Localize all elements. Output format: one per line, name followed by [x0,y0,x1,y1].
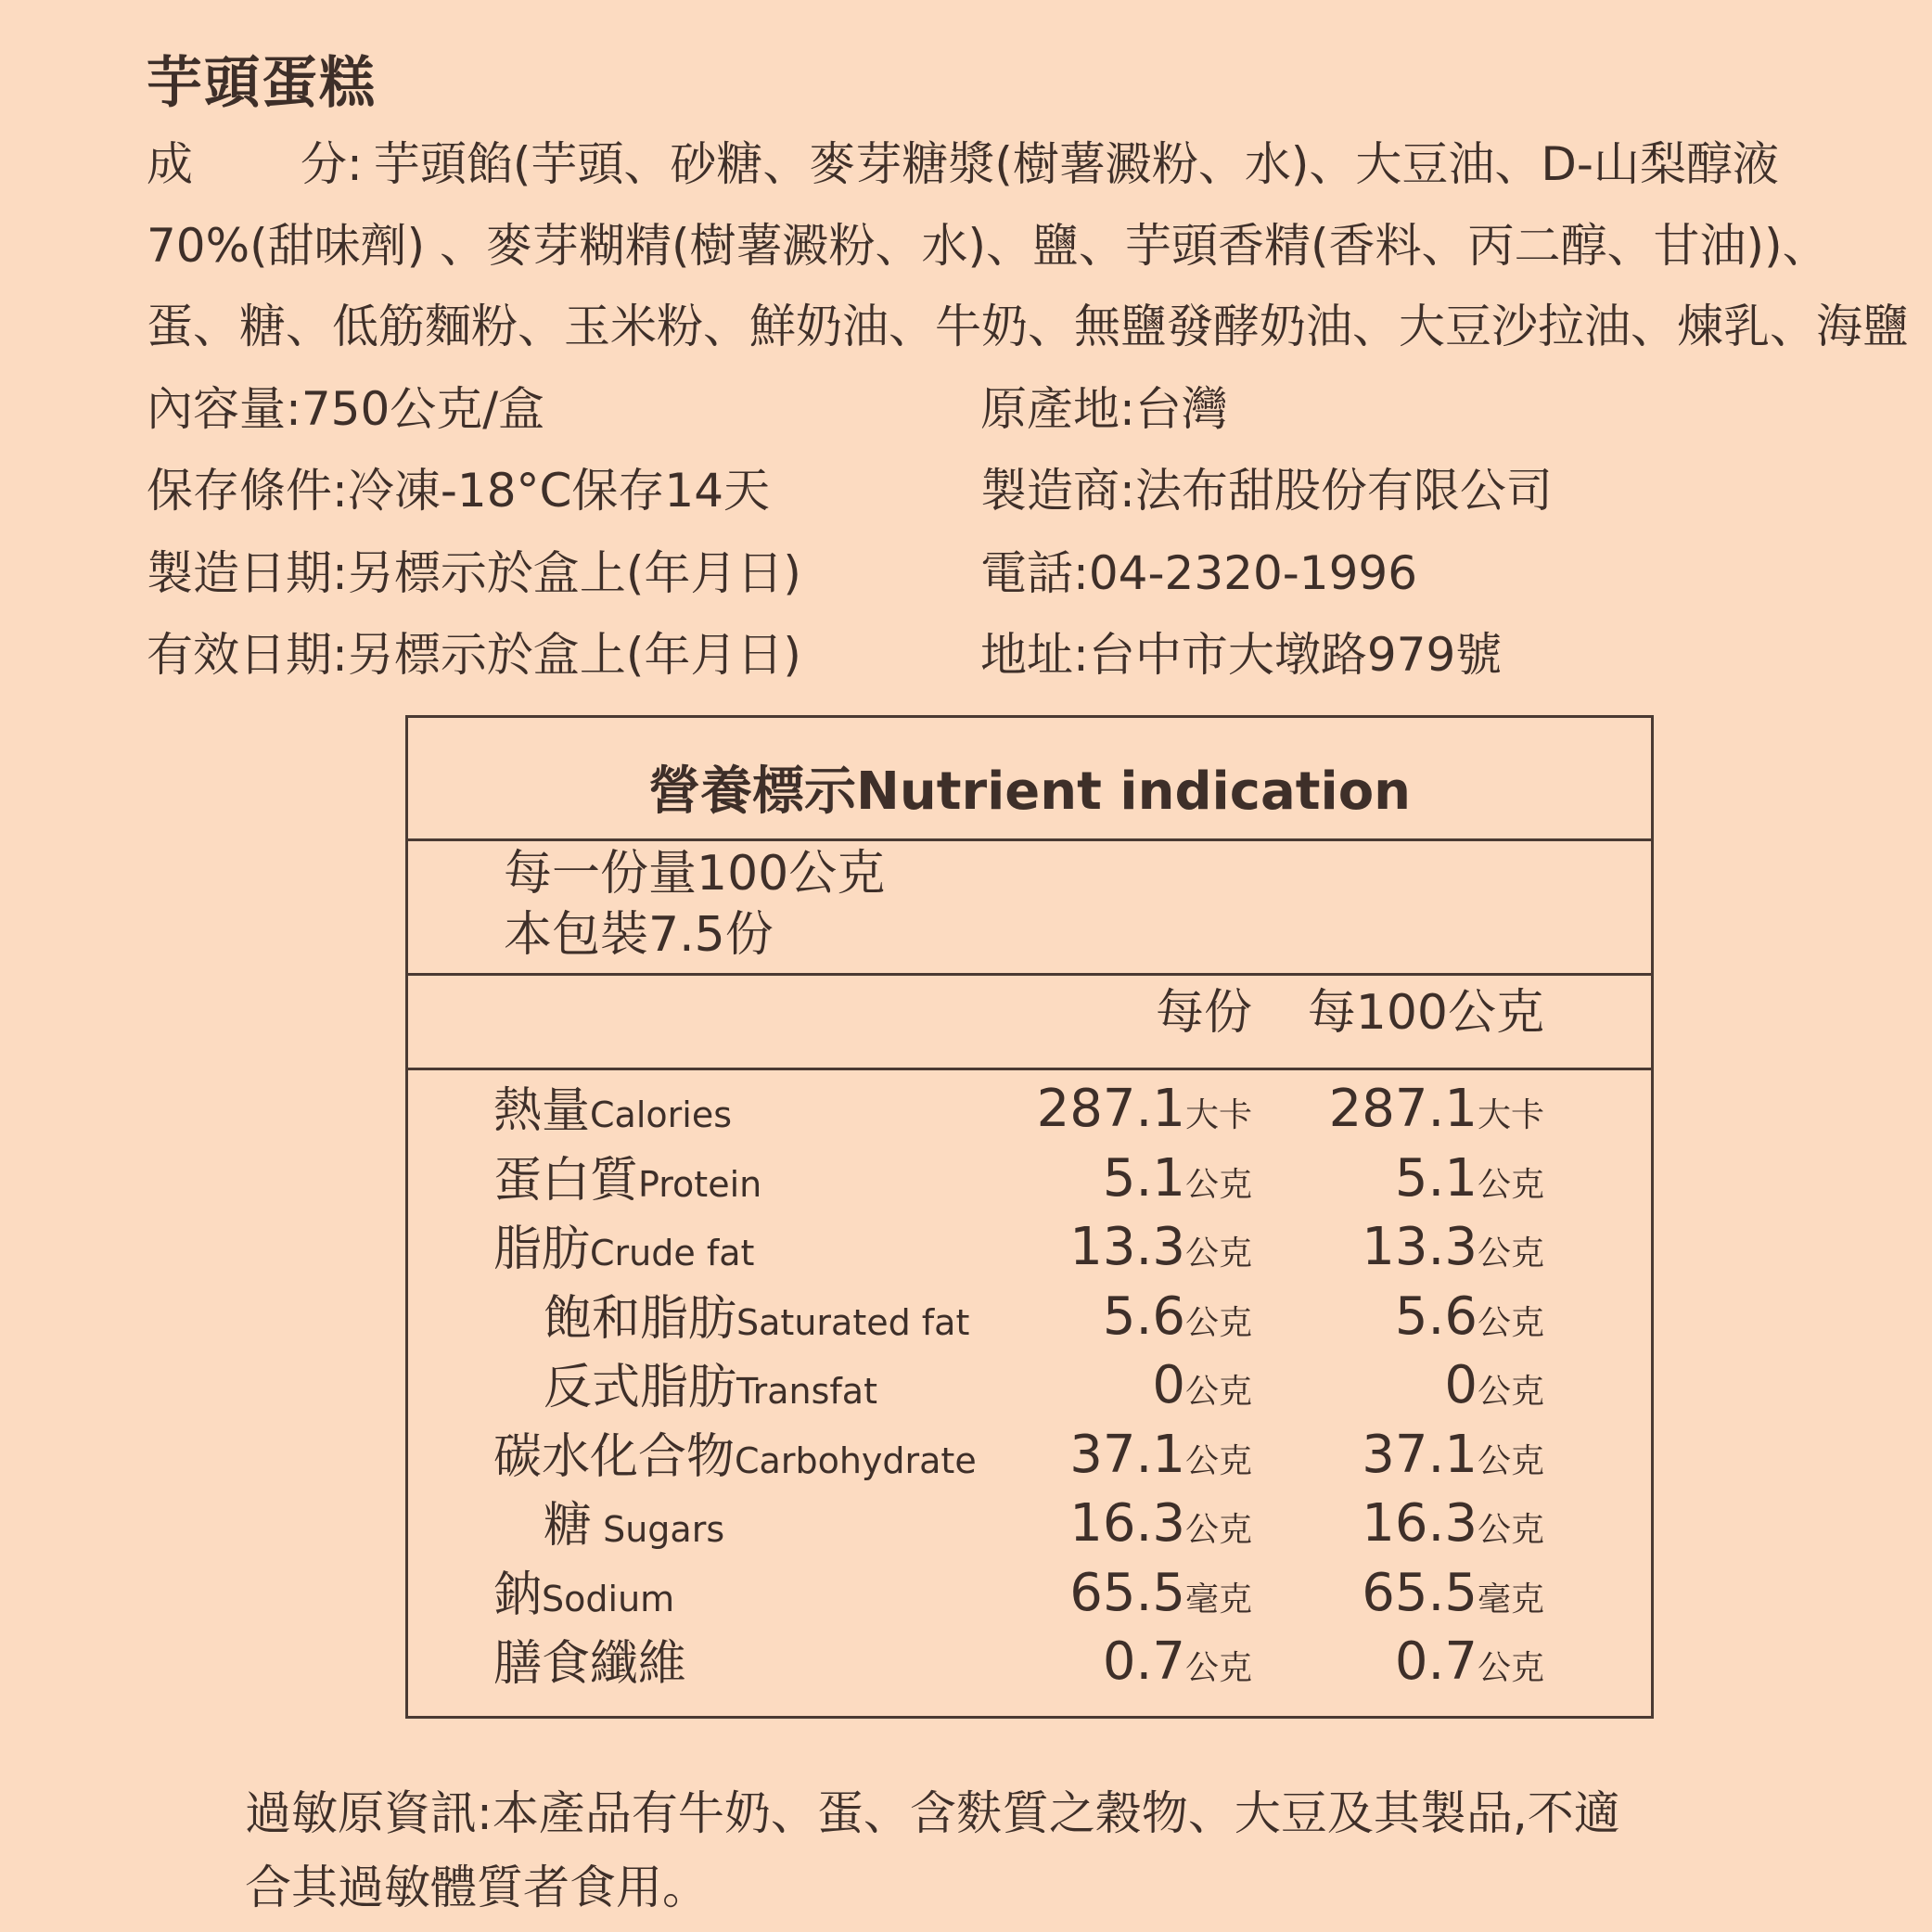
value-per-serving [1102,1286,1252,1347]
nutrient-name-zh: 膳食纖維 [493,1636,687,1692]
value-unit: 公克 [1184,1165,1252,1204]
value-number: 0.7 [1394,1631,1478,1692]
nutrient-name-en: Sugars [592,1509,725,1550]
value-number: 0 [1152,1355,1185,1415]
value-number: 65.5 [1362,1562,1478,1623]
value-number: 37.1 [1362,1424,1478,1485]
value-per-serving [1152,1355,1252,1415]
nutrition-table [405,715,1654,1719]
value-number: 65.5 [1069,1562,1185,1623]
nutrient-name-en: Carbohydrate [735,1439,977,1481]
ingredients-line-3: 蛋、糖、低筋麵粉、玉米粉、鮮奶油、牛奶、無鹽發酵奶油、大豆沙拉油、煉乳、海鹽 [147,300,1909,353]
nutrient-name [544,1360,877,1415]
nutrient-row [408,1212,1651,1281]
nutrient-row [408,1627,1651,1695]
value-unit: 公克 [1477,1649,1544,1687]
allergen-line-1: 過敏原資訊:本產品有牛奶、蛋、含麩質之穀物、大豆及其製品,不適 [245,1786,1620,1840]
value-number: 16.3 [1362,1493,1478,1554]
nutrient-row [408,1420,1651,1489]
product-title: 芋頭蛋糕 [147,51,377,116]
nutrient-name-en: Sodium [542,1578,675,1619]
nutrient-name [493,1567,675,1623]
nutrient-name [493,1083,732,1139]
value-per-serving [1069,1562,1252,1623]
nutrient-row [408,1074,1651,1143]
nutrient-name-zh: 飽和脂肪 [544,1290,737,1347]
value-number: 287.1 [1036,1079,1185,1139]
nutrient-row [408,1558,1651,1627]
nutrient-name [544,1498,725,1554]
nutrient-name [493,1636,687,1692]
nutrient-row [408,1282,1651,1350]
nutrient-name-en: Transfat [736,1371,877,1412]
value-unit: 公克 [1184,1511,1252,1549]
column-header-per-serving: 每份 [1155,985,1252,1041]
value-number: 16.3 [1069,1493,1185,1554]
value-number: 13.3 [1362,1217,1478,1277]
value-unit: 公克 [1477,1511,1544,1549]
value-unit: 公克 [1477,1303,1544,1342]
value-per-100g [1444,1355,1544,1415]
nutrient-name [544,1290,970,1347]
expiry-date: 有效日期:另標示於盒上(年月日) [147,628,801,682]
origin: 原產地:台灣 [980,382,1228,436]
manufacture-date: 製造日期:另標示於盒上(年月日) [147,546,801,600]
value-per-100g [1362,1217,1544,1277]
value-per-serving [1069,1493,1252,1554]
divider [408,973,1651,976]
value-unit: 大卡 [1477,1096,1544,1134]
nutrition-title: 營養標示Nutrient indication [408,718,1651,841]
value-per-serving [1069,1217,1252,1277]
ingredients-label-char-1: 成 [147,137,193,191]
value-number: 13.3 [1069,1217,1185,1277]
value-per-100g [1394,1631,1544,1692]
ingredients-line-1 [147,137,1779,191]
nutrient-name [493,1428,977,1485]
nutrient-name-en: Calories [590,1094,732,1135]
address: 地址:台中市大墩路979號 [980,628,1503,682]
value-per-100g [1362,1424,1544,1485]
nutrient-name-zh: 脂肪 [493,1222,591,1277]
value-per-serving [1102,1147,1252,1209]
value-unit: 毫克 [1477,1580,1544,1619]
value-per-100g [1362,1562,1544,1623]
value-per-100g [1394,1147,1544,1209]
value-unit: 公克 [1477,1373,1544,1411]
value-unit: 公克 [1184,1303,1252,1342]
phone: 電話:04-2320-1996 [980,546,1418,600]
value-number: 0 [1444,1355,1478,1415]
nutrient-row [408,1350,1651,1419]
value-per-serving [1036,1079,1252,1139]
value-unit: 公克 [1477,1165,1544,1204]
servings-per-pack: 本包裝7.5份 [504,907,774,963]
value-per-100g [1362,1493,1544,1554]
value-number: 287.1 [1328,1079,1478,1139]
value-unit: 公克 [1184,1235,1252,1273]
value-unit: 公克 [1477,1441,1544,1480]
value-per-100g [1394,1286,1544,1347]
value-per-serving [1102,1631,1252,1692]
nutrient-name-en: Protein [638,1163,762,1205]
nutrient-name-zh: 碳水化合物 [493,1428,736,1485]
value-per-100g [1328,1079,1544,1139]
value-number: 5.6 [1102,1286,1185,1347]
nutrient-name-en: Saturated fat [736,1301,970,1343]
storage-conditions: 保存條件:冷凍-18°C保存14天 [147,464,771,518]
nutrient-name-zh: 反式脂肪 [544,1360,737,1415]
nutrient-name-zh: 蛋白質 [493,1152,639,1209]
allergen-line-2: 合其過敏體質者食用。 [245,1861,709,1914]
column-header-per-100g: 每100公克 [1307,985,1544,1041]
nutrient-name-zh: 鈉 [493,1567,543,1623]
value-per-serving [1069,1424,1252,1485]
nutrient-row [408,1489,1651,1557]
value-unit: 公克 [1184,1441,1252,1480]
value-unit: 公克 [1184,1649,1252,1687]
manufacturer: 製造商:法布甜股份有限公司 [980,464,1553,518]
value-unit: 公克 [1477,1235,1544,1273]
value-number: 5.1 [1394,1147,1478,1209]
value-unit: 大卡 [1184,1096,1252,1134]
ingredients-text-1: 芋頭餡(芋頭、砂糖、麥芽糖漿(樹薯澱粉、水)、大豆油、D-山梨醇液 [373,137,1779,191]
value-number: 37.1 [1069,1424,1185,1485]
nutrient-name-zh: 糖 [544,1498,593,1554]
divider [408,1068,1651,1070]
value-number: 0.7 [1102,1631,1185,1692]
value-number: 5.6 [1394,1286,1478,1347]
value-unit: 毫克 [1184,1580,1252,1619]
ingredients-line-2: 70%(甜味劑) 、麥芽糊精(樹薯澱粉、水)、鹽、芋頭香精(香料、丙二醇、甘油))、 [147,219,1829,273]
nutrient-row [408,1144,1651,1212]
serving-size: 每一份量100公克 [504,846,886,902]
nutrient-name-en: Crude fat [590,1233,755,1273]
nutrient-name [493,1222,755,1277]
ingredients-label-char-2: 分: [301,137,363,191]
value-unit: 公克 [1184,1373,1252,1411]
nutrient-name [493,1152,762,1209]
net-content: 內容量:750公克/盒 [147,382,545,436]
value-number: 5.1 [1102,1147,1185,1209]
nutrient-name-zh: 熱量 [493,1083,591,1139]
